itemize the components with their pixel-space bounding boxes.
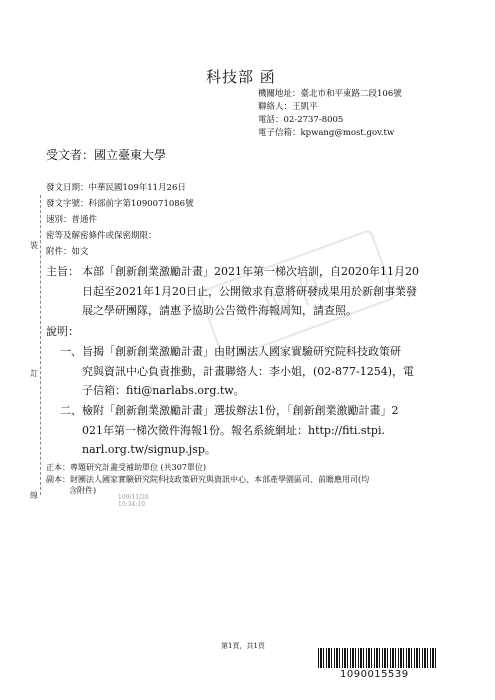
binding-char-bottom: 線: [30, 491, 38, 500]
main-recipients: 正本：專題研究計畫受補助單位 (共307單位): [46, 463, 207, 472]
delivery-speed: 速別：普通件: [46, 215, 98, 225]
binding-char-middle: 訂: [30, 369, 38, 378]
item-line: narl.org.tw/signup.jsp。: [82, 443, 216, 456]
secrecy-level: 密等及解密條件或保密期限：: [46, 231, 157, 241]
subject-line: 展之學研團隊，請惠予協助公告徵件海報周知，請查照。: [82, 304, 357, 317]
item-line: 旨揭「創新創業激勵計畫」由財團法人國家實驗研究院科技政策研: [82, 345, 401, 358]
agency-email: 電子信箱：kpwang@most.gov.tw: [258, 128, 395, 138]
item-line: 021年第一梯次徵件海報1份。報名系統網址：http://fiti.stpi.: [82, 423, 385, 437]
item-1-body: [82, 342, 462, 401]
page-indicator: 第1頁，共1頁: [221, 642, 265, 650]
subject-line: 本部「創新創業激勵計畫」2021年第一梯次培訓，自2020年11月20: [82, 265, 419, 278]
document-number: 發文字號：科部前字第1090071086號: [46, 199, 194, 209]
explanation-label: 說明：: [46, 325, 79, 338]
item-1-marker: 一、: [60, 345, 82, 358]
copy-line: 含附件): [69, 486, 97, 495]
binding-line: [40, 195, 41, 495]
item-2-body: [82, 401, 462, 460]
barcode-number: 1090015539: [340, 669, 409, 680]
copy-recipients: [46, 474, 369, 496]
received-stamp: 收件: [198, 229, 396, 361]
subject-label: 主旨：: [46, 265, 79, 278]
issue-date: 發文日期：中華民國109年11月26日: [46, 183, 186, 193]
item-line: 子信箱：fiti@narlabs.org.tw。: [82, 384, 245, 397]
receipt-time: 15:34:10: [118, 501, 145, 508]
agency-phone: 電話：02-2737-8005: [258, 115, 344, 125]
receipt-date: 109/11/26: [118, 494, 149, 501]
subject-line: 日起至2021年1月20日止，公開徵求有意將研發成果用於新創事業發: [82, 284, 417, 298]
recipient: 受文者：國立臺東大學: [46, 148, 167, 162]
attachment-note: 附件：如文: [46, 247, 89, 257]
item-2-marker: 二、: [60, 404, 82, 417]
agency-address: 機關地址：臺北市和平東路二段106號: [258, 89, 402, 99]
binding-char-top: 裝: [30, 241, 38, 250]
barcode: [318, 648, 438, 668]
document-title: 科技部 函: [206, 68, 276, 86]
item-line: 究與資訊中心負責推動，計畫聯絡人：李小姐，(02-877-1254)，電: [82, 364, 415, 378]
receipt-timestamp: [118, 494, 149, 508]
subject-body: [82, 262, 462, 321]
copy-line: 副本：財團法人國家實驗研究院科技政策研究與資訊中心、本部產學園區司、前瞻應用司(均: [46, 475, 370, 484]
item-line: 檢附「創新創業激勵計畫」選拔辦法1份，「創新創業激勵計畫」2: [82, 404, 399, 417]
agency-contact: 聯絡人：王凱平: [258, 102, 318, 112]
